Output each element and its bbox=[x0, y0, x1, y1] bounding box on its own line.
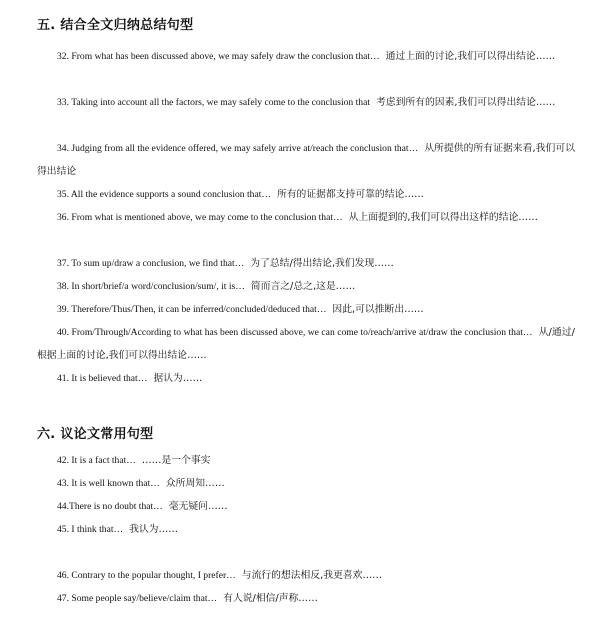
phrase-english: 33. Taking into account all the factors, we may safely come to the conclusion that bbox=[57, 97, 370, 108]
phrase-item bbox=[37, 496, 575, 519]
phrase-english: 39. Therefore/Thus/Then, it can be inferred/concluded/deduced that… bbox=[57, 304, 327, 315]
phrase-english: 36. From what is mentioned above, we may come to the conclusion that… bbox=[57, 212, 343, 223]
phrase-chinese: 因此,可以推断出…… bbox=[332, 304, 424, 315]
phrase-item bbox=[37, 565, 575, 588]
phrase-chinese: 毫无疑问…… bbox=[168, 501, 228, 512]
section-heading-6: 六. 议论文常用句型 bbox=[37, 427, 154, 442]
phrase-item bbox=[37, 473, 575, 496]
phrase-item bbox=[37, 299, 575, 322]
phrase-english: 41. It is believed that… bbox=[57, 373, 148, 384]
phrase-chinese: 众所周知…… bbox=[165, 478, 225, 489]
phrase-english: 42. It is a fact that… bbox=[57, 455, 136, 466]
phrase-item bbox=[37, 368, 575, 391]
phrase-item bbox=[37, 588, 575, 611]
phrase-chinese: 所有的证据都支持可靠的结论…… bbox=[276, 189, 424, 200]
phrase-english: 43. It is well known that… bbox=[57, 478, 160, 489]
phrase-chinese: 据认为…… bbox=[153, 373, 203, 384]
phrase-chinese: 从/通过/根据上面的讨论,我们可以得出结论…… bbox=[37, 327, 575, 361]
phrase-item bbox=[37, 322, 575, 367]
phrase-chinese: 为了总结/得出结论,我们发现…… bbox=[250, 258, 394, 269]
phrase-item bbox=[37, 207, 575, 230]
phrase-item bbox=[37, 253, 575, 276]
phrase-english: 46. Contrary to the popular thought, I prefer… bbox=[57, 570, 236, 581]
phrase-english: 44.There is no doubt that… bbox=[57, 501, 163, 512]
phrase-chinese: 通过上面的讨论,我们可以得出结论…… bbox=[385, 51, 556, 62]
phrase-chinese: 简而言之/总之,这是…… bbox=[250, 281, 356, 292]
phrase-chinese: 有人说/相信/声称…… bbox=[223, 593, 318, 604]
phrase-chinese: ……是一个事实 bbox=[141, 455, 211, 466]
phrase-chinese: 从所提供的所有证据来看,我们可以得出结论 bbox=[37, 143, 575, 177]
phrase-english: 37. To sum up/draw a conclusion, we find that… bbox=[57, 258, 245, 269]
phrase-english: 34. Judging from all the evidence offered, we may safely arrive at/reach the conclusion that… bbox=[57, 143, 419, 154]
phrase-item bbox=[37, 46, 575, 69]
phrase-item bbox=[37, 450, 575, 473]
phrase-english: 40. From/Through/According to what has been discussed above, we can come to/reach/arrive at/draw the conclusion that… bbox=[57, 327, 533, 338]
phrase-item bbox=[37, 276, 575, 299]
phrase-english: 38. In short/brief/a word/conclusion/sum/, it is… bbox=[57, 281, 245, 292]
phrase-chinese: 从上面提到的,我们可以得出这样的结论…… bbox=[348, 212, 538, 223]
phrase-item bbox=[37, 519, 575, 542]
phrase-chinese: 与流行的想法相反,我更喜欢…… bbox=[241, 570, 383, 581]
phrase-english: 47. Some people say/believe/claim that… bbox=[57, 593, 218, 604]
phrase-item bbox=[37, 138, 575, 183]
section-heading-5: 五. 结合全文归纳总结句型 bbox=[37, 18, 194, 33]
phrase-chinese: 我认为…… bbox=[129, 524, 179, 535]
phrase-item bbox=[37, 184, 575, 207]
phrase-english: 35. All the evidence supports a sound conclusion that… bbox=[57, 189, 271, 200]
phrase-english: 32. From what has been discussed above, we may safely draw the conclusion that… bbox=[57, 51, 380, 62]
phrase-chinese: 考虑到所有的因素,我们可以得出结论…… bbox=[376, 97, 556, 108]
phrase-item bbox=[37, 92, 575, 115]
phrase-english: 45. I think that… bbox=[57, 524, 124, 535]
